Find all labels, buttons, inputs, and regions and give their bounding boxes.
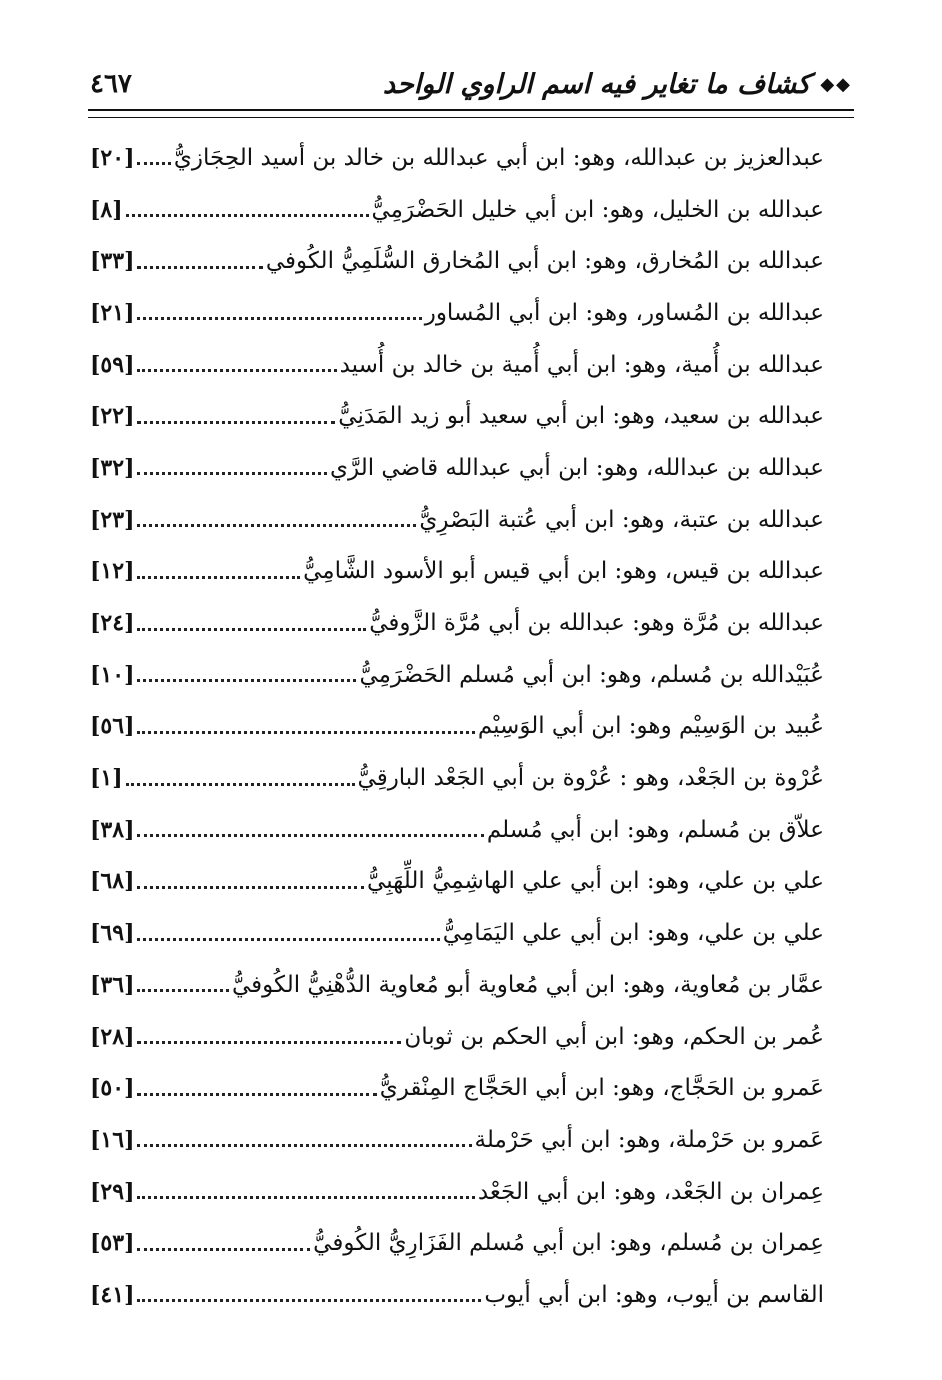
entry-text: علي بن علي، وهو: ابن أبي علي الهاشِمِيُّ اللِّهَبِيُّ (367, 868, 824, 895)
index-entry (90, 959, 824, 1011)
entry-reference-number: [٣٣] (90, 248, 135, 275)
dot-leader (126, 214, 369, 217)
entry-reference-number: [٥٦] (90, 713, 135, 740)
index-entry (90, 1269, 824, 1321)
index-entry (90, 287, 824, 339)
entry-reference-number: [٥٣] (90, 1230, 135, 1257)
entry-text: عبدالعزيز بن عبدالله، وهو: ابن أبي عبدالله بن خالد بن أسيد الحِجَازيُّ (173, 144, 824, 171)
dot-leader (137, 576, 300, 579)
dot-leader (137, 524, 416, 527)
entry-reference-number: [٢٤] (90, 610, 135, 637)
entry-text: عُبَيْدالله بن مُسلم، وهو: ابن أبي مُسلم الحَضْرَمِيُّ (359, 661, 824, 688)
dot-leader (126, 783, 355, 786)
page-header (90, 62, 852, 106)
index-entry (90, 494, 824, 546)
entry-text: القاسم بن أيوب، وهو: ابن أبي أيوب (484, 1281, 824, 1308)
index-entry (90, 390, 824, 442)
dot-leader (137, 369, 336, 372)
dot-leader (137, 938, 439, 941)
entry-text: عبدالله بن مُرَّة وهو: عبدالله بن أبي مُرَّة الزَّوفيُّ (369, 610, 824, 637)
index-entry (90, 649, 824, 701)
dot-leader (137, 628, 366, 631)
entry-reference-number: [٣٨] (90, 816, 135, 843)
index-entry (90, 235, 824, 287)
index-entry (90, 184, 824, 236)
index-entry (90, 1217, 824, 1269)
index-entry (90, 804, 824, 856)
index-entry (90, 1062, 824, 1114)
dot-leader (137, 421, 335, 424)
index-entry (90, 597, 824, 649)
entry-text: عُرْوة بن الجَعْد، وهو : عُرْوة بن أبي الجَعْد البارقِيُّ (357, 765, 824, 792)
dot-leader (137, 679, 356, 682)
dot-leader (137, 1248, 310, 1251)
entry-text: عُمر بن الحكم، وهو: ابن أبي الحكم بن ثوبان (404, 1023, 824, 1050)
index-entry (90, 1011, 824, 1063)
entry-reference-number: [١٠] (90, 661, 135, 688)
running-title: كشاف ما تغاير فيه اسم الراوي الواحد (382, 68, 811, 100)
dot-leader (137, 1093, 376, 1096)
entry-reference-number: [٣٢] (90, 454, 135, 481)
entry-reference-number: [٦٩] (90, 920, 135, 947)
index-entry (90, 132, 824, 184)
entry-text: عمَّار بن مُعاوية، وهو: ابن أبي مُعاوية أبو مُعاوية الدُّهْنِيُّ الكُوفيُّ (231, 971, 824, 998)
dot-leader (137, 834, 483, 837)
entry-reference-number: [٥٩] (90, 351, 135, 378)
dot-leader (137, 266, 262, 269)
entry-reference-number: [٢٨] (90, 1023, 135, 1050)
dot-leader (137, 472, 327, 475)
entry-reference-number: [١] (90, 765, 123, 792)
entry-text: عبدالله بن المُساور، وهو: ابن أبي المُساور (424, 299, 824, 326)
dot-leader (137, 1299, 481, 1302)
page-number: ٤٦٧ (90, 69, 132, 99)
dot-leader (137, 989, 228, 992)
header-rule-thick (88, 109, 854, 111)
entry-text: عَمرو بن حَرْملة، وهو: ابن أبي حَرْملة (474, 1126, 824, 1153)
index-entry (90, 701, 824, 753)
entry-text: عبدالله بن المُخارق، وهو: ابن أبي المُخارق السُّلَمِيُّ الكُوفي (265, 248, 824, 275)
header-rule-thin (88, 117, 854, 118)
entry-text: عَمرو بن الحَجَّاج، وهو: ابن أبي الحَجَّاج المِنْقريُّ (379, 1075, 824, 1102)
entry-reference-number: [٦٨] (90, 868, 135, 895)
entry-reference-number: [٨] (90, 196, 123, 223)
entry-text: عُبيد بن الوَسِيْم وهو: ابن أبي الوَسِيْم (477, 713, 824, 740)
index-entry (90, 1166, 824, 1218)
entry-reference-number: [٢١] (90, 299, 135, 326)
index-entry (90, 907, 824, 959)
index-entry (90, 442, 824, 494)
entry-reference-number: [٢٠] (90, 144, 135, 171)
index-entries-list (90, 132, 824, 1321)
dot-leader (137, 317, 421, 320)
entry-reference-number: [٥٠] (90, 1075, 135, 1102)
entry-text: عبدالله بن عبدالله، وهو: ابن أبي عبدالله قاضي الرَّي (330, 454, 824, 481)
entry-text: علي بن علي، وهو: ابن أبي علي اليَمَامِيُّ (442, 920, 824, 947)
entry-reference-number: [١٢] (90, 558, 135, 585)
index-entry (90, 856, 824, 908)
entry-text: عِمران بن الجَعْد، وهو: ابن أبي الجَعْد (477, 1178, 824, 1205)
entry-text: عبدالله بن عتبة، وهو: ابن أبي عُتبة البَصْرِيُّ (419, 506, 824, 533)
entry-text: عبدالله بن أُمية، وهو: ابن أبي أُمية بن خالد بن أُسيد (339, 351, 824, 378)
entry-reference-number: [٣٦] (90, 971, 135, 998)
dot-leader (137, 162, 170, 165)
entry-reference-number: [٢٣] (90, 506, 135, 533)
entry-text: عبدالله بن قيس، وهو: ابن أبي قيس أبو الأسود الشَّامِيُّ (303, 558, 824, 585)
dot-leader (137, 1041, 401, 1044)
dot-leader (137, 1144, 471, 1147)
index-entry (90, 546, 824, 598)
entry-reference-number: [١٦] (90, 1126, 135, 1153)
dot-leader (137, 1196, 474, 1199)
index-entry (90, 752, 824, 804)
index-entry (90, 339, 824, 391)
entry-text: عِمران بن مُسلم، وهو: ابن أبي مُسلم الفَزَارِيُّ الكُوفيُّ (313, 1230, 824, 1257)
entry-reference-number: [٤١] (90, 1281, 135, 1308)
entry-text: علاّق بن مُسلم، وهو: ابن أبي مُسلم (486, 816, 824, 843)
entry-reference-number: [٢٩] (90, 1178, 135, 1205)
entry-text: عبدالله بن الخليل، وهو: ابن أبي خليل الحَضْرَمِيُّ (371, 196, 824, 223)
dot-leader (137, 731, 474, 734)
running-title-group (383, 69, 852, 100)
diamond-ornament-icon: ◆◆ (820, 73, 852, 95)
entry-reference-number: [٢٢] (90, 403, 135, 430)
index-entry (90, 1114, 824, 1166)
entry-text: عبدالله بن سعيد، وهو: ابن أبي سعيد أبو زيد المَدَنِيُّ (338, 403, 824, 430)
dot-leader (137, 886, 364, 889)
